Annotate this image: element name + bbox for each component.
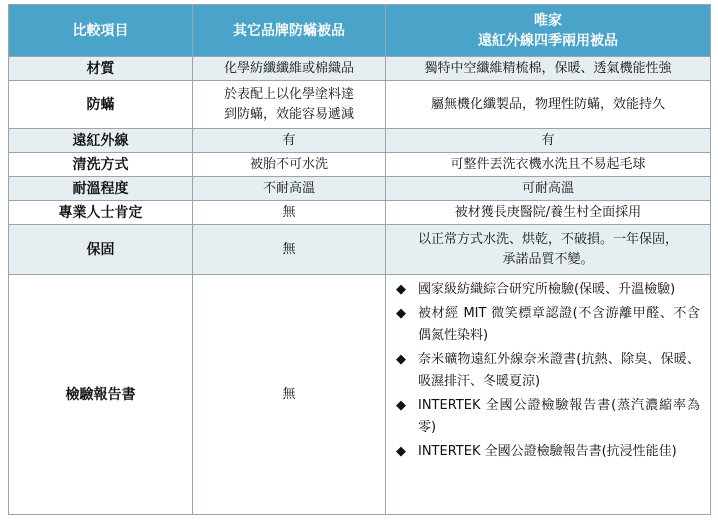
report-text: 被材經 MIT 微笑標章認證(不含游離甲醛、不含偶氮性染料)	[418, 306, 700, 343]
report-text: 國家級紡織綜合研究所檢驗(保暖、升溫檢驗)	[418, 282, 676, 297]
table-row-far-infrared	[9, 129, 711, 153]
report-text: INTERTEK 全國公證檢驗報告書(抗浸性能佳)	[418, 444, 677, 459]
header-brand-name: 唯家	[534, 12, 562, 29]
row-label: 遠紅外線	[9, 129, 193, 153]
table-row-inspection-reports	[9, 275, 711, 515]
table-row-anti-mite	[9, 81, 711, 129]
diamond-bullet-icon: ◆	[396, 398, 406, 413]
comparison-table-container	[8, 4, 710, 515]
row-label: 耐溫程度	[9, 177, 193, 201]
table-row-professional	[9, 201, 711, 225]
other-brand-line: 於表配上以化學塗料達	[223, 86, 354, 102]
table-row-material	[9, 57, 711, 81]
our-product-cell: 有	[386, 129, 711, 153]
list-item	[396, 441, 700, 463]
diamond-bullet-icon: ◆	[396, 352, 406, 367]
row-label: 檢驗報告書	[9, 275, 193, 515]
other-brand-cell: 被胎不可水洗	[193, 153, 386, 177]
table-header-row	[9, 5, 711, 57]
our-product-cell: 可耐高溫	[386, 177, 711, 201]
header-compare-item: 比較項目	[9, 5, 193, 57]
row-label: 材質	[9, 57, 193, 81]
our-product-cell: 可整件丟洗衣機水洗且不易起毛球	[386, 153, 711, 177]
table-row-heat-resistance	[9, 177, 711, 201]
table-row-warranty	[9, 225, 711, 275]
our-product-cell	[386, 225, 711, 275]
row-label: 保固	[9, 225, 193, 275]
row-label: 專業人士肯定	[9, 201, 193, 225]
our-product-line: 以正常方式水洗、烘乾，不破損。一年保固，	[417, 231, 678, 247]
report-list	[396, 279, 700, 463]
our-product-line: 承諾品質不變。	[502, 251, 594, 267]
row-label: 防蟎	[9, 81, 193, 129]
header-our-product	[386, 5, 711, 57]
header-other-brand: 其它品牌防蟎被品	[193, 5, 386, 57]
other-brand-cell: 無	[193, 225, 386, 275]
our-product-cell	[386, 275, 711, 515]
list-item	[396, 395, 700, 439]
diamond-bullet-icon: ◆	[396, 306, 406, 321]
comparison-table	[8, 4, 711, 515]
other-brand-cell	[193, 81, 386, 129]
other-brand-cell: 化學紡纖纖維或棉織品	[193, 57, 386, 81]
our-product-cell: 被材獲長庚醫院/養生村全面採用	[386, 201, 711, 225]
our-product-cell: 屬無機化纖製品，物理性防蟎，效能持久	[386, 81, 711, 129]
diamond-bullet-icon: ◆	[396, 444, 406, 459]
other-brand-cell: 有	[193, 129, 386, 153]
list-item	[396, 279, 700, 301]
our-product-cell: 獨特中空纖維精梳棉，保暖、透氣機能性強	[386, 57, 711, 81]
other-brand-cell: 無	[193, 201, 386, 225]
table-row-washing	[9, 153, 711, 177]
diamond-bullet-icon: ◆	[396, 282, 406, 297]
row-label: 清洗方式	[9, 153, 193, 177]
other-brand-cell: 不耐高溫	[193, 177, 386, 201]
header-product-name: 遠紅外線四季兩用被品	[478, 32, 618, 49]
other-brand-cell: 無	[193, 275, 386, 515]
other-brand-line: 到防蟎，效能容易遞減	[223, 106, 354, 122]
report-text: INTERTEK 全國公證檢驗報告書(蒸汽濃縮率為零)	[418, 398, 700, 435]
report-text: 奈米礦物遠紅外線奈米證書(抗熱、除臭、保暖、吸濕排汗、冬暖夏涼)	[418, 352, 700, 389]
list-item	[396, 349, 700, 393]
list-item	[396, 303, 700, 347]
